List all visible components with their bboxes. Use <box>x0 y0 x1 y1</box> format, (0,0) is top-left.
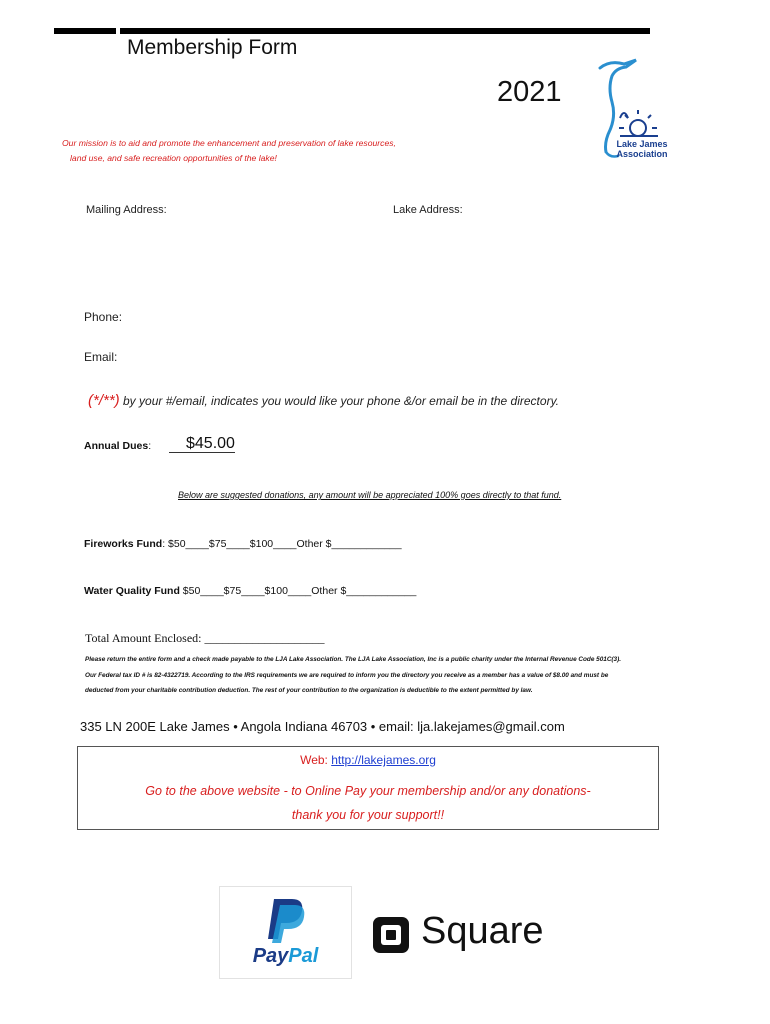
mailing-address-label: Mailing Address: <box>86 204 167 216</box>
legal-line-2: Our Federal tax ID # is 82-4322719. According to the IRS requirements we are required to inform you the directory you receive as a member has a value of $8.00 and must be <box>85 671 609 679</box>
logo-wordmark <box>611 139 673 159</box>
directory-mark: (*/**) <box>88 392 120 409</box>
logo-name-line-1: Lake James <box>616 139 668 149</box>
paypal-p-icon <box>264 897 308 943</box>
web-line: Web: http://lakejames.org <box>300 753 436 767</box>
directory-text: by your #/email, indicates you would like your phone &/or email be in the directory. <box>119 394 560 408</box>
water-quality-fund-label: Water Quality Fund <box>84 585 180 597</box>
annual-dues-value: $45.00 <box>186 435 235 452</box>
email-label: Email: <box>84 350 118 364</box>
mission-line-2: land use, and safe recreation opportunities of the lake! <box>70 153 277 163</box>
legal-notice <box>85 652 675 699</box>
fireworks-fund-options: : $50____$75____$100____Other $____________ <box>162 538 402 550</box>
legal-line-3: deducted from your charitable contribution deduction. The rest of your contribution to the organization is deductible to the extent permitted by law. <box>85 687 533 694</box>
online-pay-line-2: thank you for your support!! <box>291 808 445 822</box>
annual-dues-label: Annual Dues: <box>84 440 152 452</box>
paypal-wordmark: PayPal <box>252 945 319 967</box>
directory-note <box>88 392 559 409</box>
form-year: 2021 <box>497 76 562 108</box>
top-rule-left <box>54 28 116 34</box>
legal-line-1: Please return the entire form and a check made payable to the LJA Lake Association. The LJA Lake Association, Inc is a public charity under the Internal Revenue Code 501C(3). <box>85 656 622 663</box>
lake-address-label: Lake Address: <box>393 204 463 216</box>
web-info-box <box>77 746 659 830</box>
website-link[interactable]: http://lakejames.org <box>331 753 436 767</box>
top-rule-right <box>120 28 650 34</box>
form-title: Membership Form <box>127 36 298 59</box>
mission-statement <box>62 136 442 166</box>
fireworks-fund-label: Fireworks Fund <box>84 538 163 550</box>
square-wordmark[interactable]: Square <box>421 910 544 952</box>
paypal-logo[interactable] <box>219 886 352 979</box>
mission-line-1: Our mission is to aid and promote the enhancement and preservation of lake resources, <box>62 138 396 148</box>
contact-address: 335 LN 200E Lake James • Angola Indiana 46703 • email: lja.lakejames@gmail.com <box>80 719 565 734</box>
fireworks-fund-line <box>84 538 402 550</box>
water-quality-fund-options: $50____$75____$100____Other $____________ <box>179 585 417 597</box>
online-pay-line-1: Go to the above website - to Online Pay your membership and/or any donations- <box>145 784 591 798</box>
donation-suggestion: Below are suggested donations, any amount will be appreciated 100% goes directly to that fund. <box>178 490 562 500</box>
total-enclosed: Total Amount Enclosed: ____________________ <box>85 631 325 645</box>
square-logo-icon <box>371 915 411 955</box>
water-quality-fund-line <box>84 585 416 597</box>
logo-name-line-2: Association <box>616 149 668 159</box>
phone-label: Phone: <box>84 310 123 324</box>
